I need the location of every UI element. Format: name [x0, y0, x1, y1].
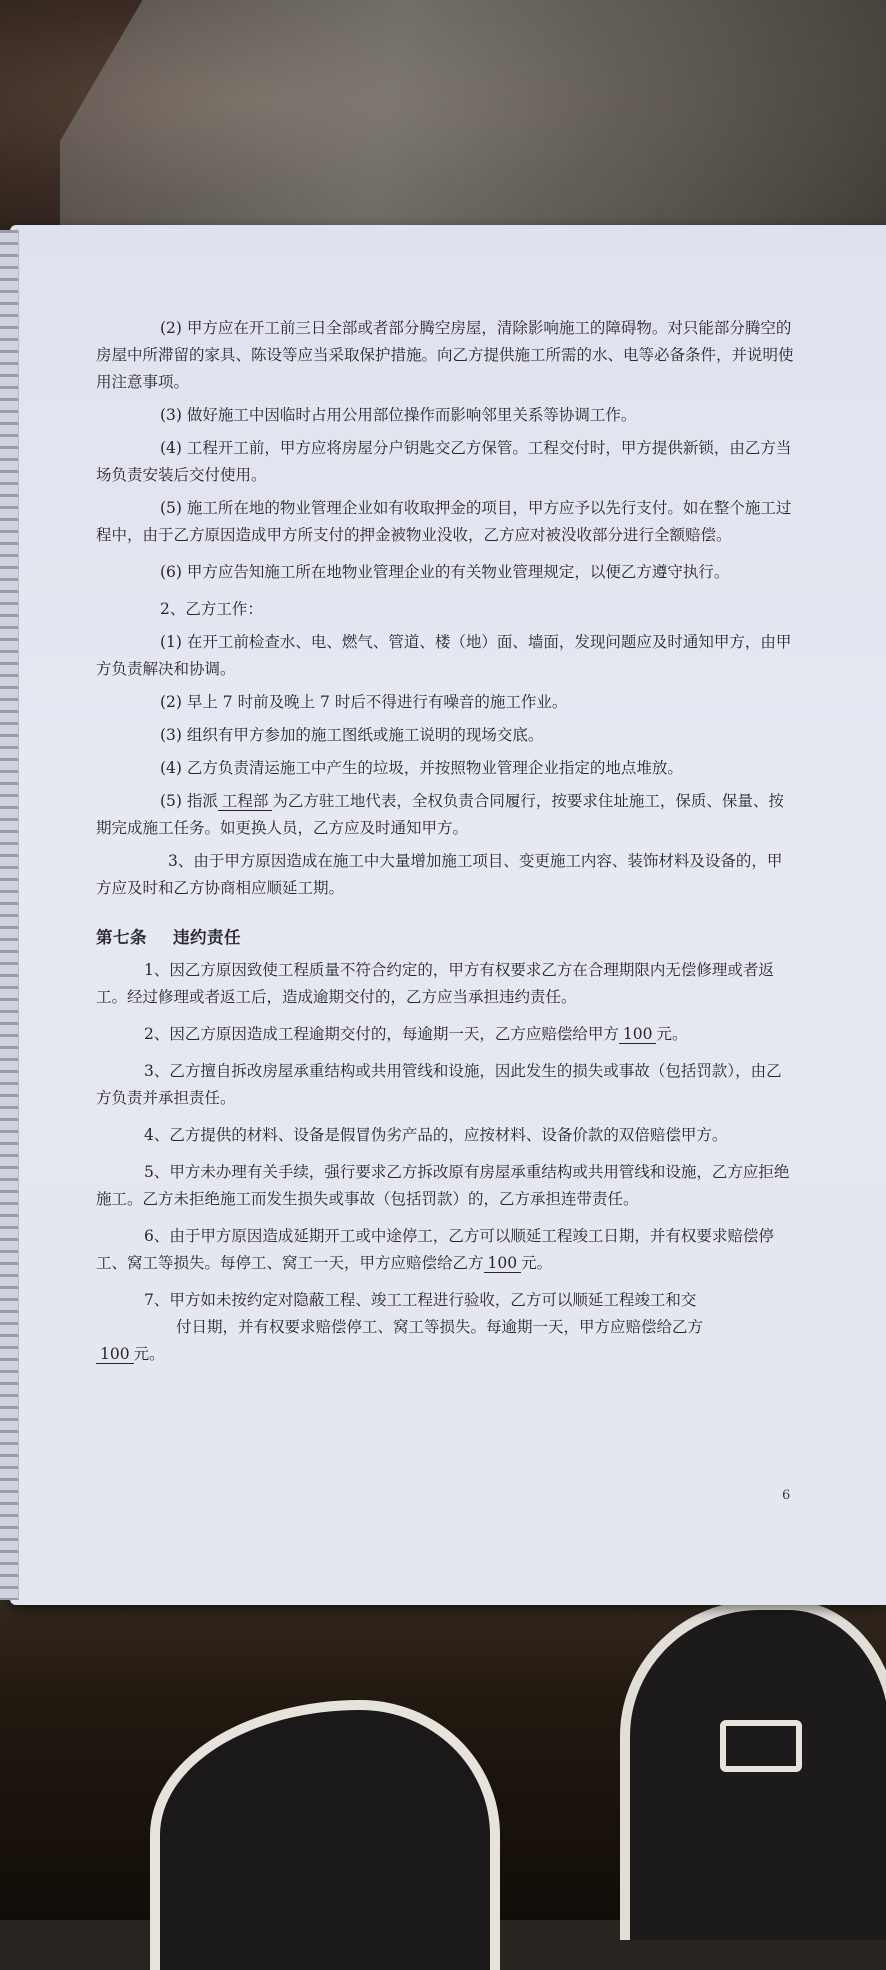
party-b-heading: 2、乙方工作： [160, 600, 263, 618]
party-a-item-5: (5) 施工所在地的物业管理企业如有收取押金的项目，甲方应予以先行支付。如在整个施工过程中，由于乙方原因造成甲方所支付的押金被物业没收，乙方应对被没收部分进行全额赔偿。 [96, 499, 792, 544]
party-b-item-5-suffix: 为乙方驻工地代表，全权负责合同履行，按要求住址施工，保质、保量、按期完成施工任务。如更换人员，乙方应及时通知甲方。 [96, 792, 784, 837]
penalty-amount-6: 100 [484, 1254, 522, 1273]
penalty-unit-7: 元。 [133, 1345, 165, 1363]
article-number: 第七条 [96, 928, 147, 947]
article-title: 违约责任 [173, 928, 241, 947]
slipper-logo [720, 1720, 802, 1772]
penalty-item-7 [96, 1287, 796, 1314]
party-b-item-3: (3) 组织有甲方参加的施工图纸或施工说明的现场交底。 [160, 726, 544, 744]
party-b-item-5 [96, 788, 796, 842]
background-glass-surface [60, 0, 886, 235]
page-number: 6 [782, 1488, 791, 1503]
party-a-item-4: (4) 工程开工前，甲方应将房屋分户钥匙交乙方保管。工程交付时，甲方提供新锁，由乙方当场负责安装后交付使用。 [96, 439, 792, 484]
penalty-item-6 [96, 1223, 796, 1277]
penalty-item-3: 3、乙方擅自拆改房屋承重结构或共用管线和设施，因此发生的损失或事故（包括罚款），由乙方负责并承担责任。 [96, 1062, 782, 1107]
party-a-item-3: (3) 做好施工中因临时占用公用部位操作而影响邻里关系等协调工作。 [160, 406, 637, 424]
penalty-item-4: 4、乙方提供的材料、设备是假冒伪劣产品的，应按材料、设备价款的双倍赔偿甲方。 [144, 1126, 728, 1144]
penalty-item-5: 5、甲方未办理有关手续，强行要求乙方拆改原有房屋承重结构或共用管线和设施，乙方应拒绝施工。乙方未拒绝施工而发生损失或事故（包括罚款）的，乙方承担连带责任。 [96, 1163, 790, 1208]
penalty-item-7-text-a: 7、甲方如未按约定对隐蔽工程、竣工工程进行验收，乙方可以顺延工程竣工和交 [144, 1291, 697, 1309]
site-representative-field: 工程部 [218, 792, 273, 811]
penalty-item-7-text-b: 付日期，并有权要求赔偿停工、窝工等损失。每逾期一天，甲方应赔偿给乙方 [176, 1318, 704, 1336]
penalty-unit-2: 元。 [656, 1025, 688, 1043]
penalty-item-2-text: 2、因乙方原因造成工程逾期交付的，每逾期一天，乙方应赔偿给甲方 [144, 1025, 619, 1043]
clause-3: 3、由于甲方原因造成在施工中大量增加施工项目、变更施工内容、装饰材料及设备的，甲方应及时和乙方协商相应顺延工期。 [96, 852, 783, 897]
penalty-item-7-amount-line [96, 1341, 796, 1368]
penalty-unit-6: 元。 [521, 1254, 553, 1272]
party-b-item-2: (2) 早上 7 时前及晚上 7 时后不得进行有噪音的施工作业。 [160, 693, 568, 711]
penalty-item-2 [96, 1021, 796, 1048]
penalty-item-7-continued [96, 1314, 796, 1341]
penalty-item-1: 1、因乙方原因致使工程质量不符合约定的，甲方有权要求乙方在合理期限内无偿修理或者返工。经过修理或者返工后，造成逾期交付的，乙方应当承担违约责任。 [96, 961, 774, 1006]
party-a-item-2: (2) 甲方应在开工前三日全部或者部分腾空房屋，清除影响施工的障碍物。对只能部分腾空的房屋中所滞留的家具、陈设等应当采取保护措施。向乙方提供施工所需的水、电等必备条件，并说明使用注意事项。 [96, 319, 794, 391]
penalty-amount-2: 100 [619, 1025, 657, 1044]
penalty-amount-7: 100 [96, 1345, 134, 1364]
party-b-item-5-prefix: (5) 指派 [160, 792, 218, 810]
party-b-item-1: (1) 在开工前检查水、电、燃气、管道、楼（地）面、墙面，发现问题应及时通知甲方，由甲方负责解决和协调。 [96, 633, 792, 678]
party-b-item-4: (4) 乙方负责清运施工中产生的垃圾，并按照物业管理企业指定的地点堆放。 [160, 759, 683, 777]
penalty-item-6-text: 6、由于甲方原因造成延期开工或中途停工，乙方可以顺延工程竣工日期，并有权要求赔偿停工、窝工等损失。每停工、窝工一天，甲方应赔偿给乙方 [96, 1227, 774, 1272]
contract-text [96, 315, 796, 1368]
spiral-binding [0, 230, 19, 1600]
article-7-heading [96, 924, 796, 951]
party-a-item-6: (6) 甲方应告知施工所在地物业管理企业的有关物业管理规定，以便乙方遵守执行。 [160, 563, 730, 581]
